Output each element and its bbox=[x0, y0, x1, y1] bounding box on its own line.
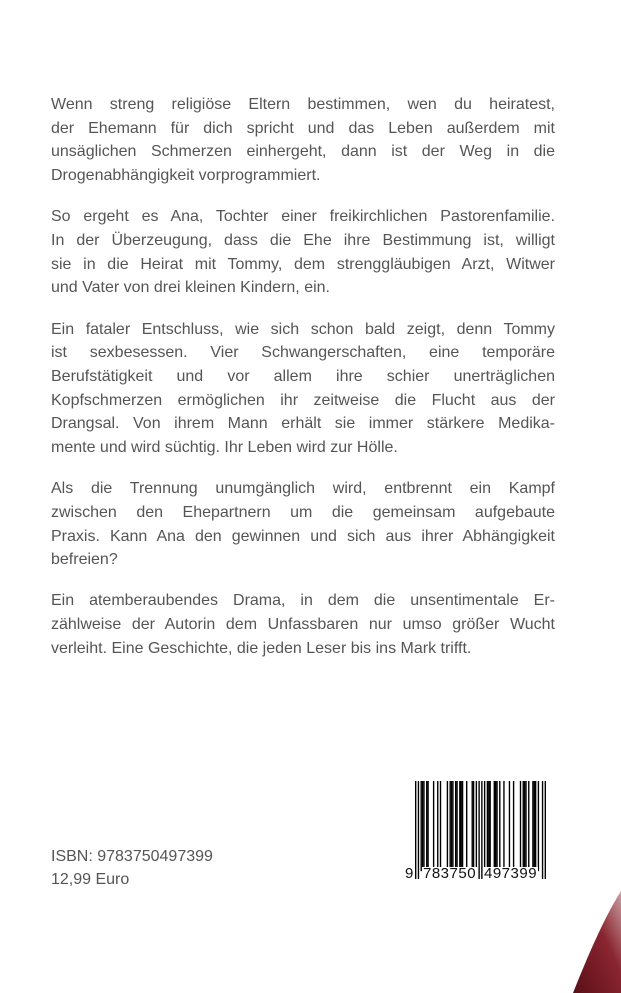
blurb-line: zählweise der Autorin dem Unfassbaren nur umso größer Wucht bbox=[51, 616, 555, 634]
barcode-bar bbox=[449, 781, 450, 871]
barcode-bar bbox=[528, 781, 529, 871]
barcode-bar bbox=[462, 781, 463, 871]
blurb-line: Berufstätigkeit und vor allem ihre schier unerträglichen bbox=[51, 367, 555, 385]
blurb-paragraph bbox=[51, 93, 555, 188]
blurb-line: Ein atemberaubendes Drama, in dem die unsentimentale Er- bbox=[51, 592, 555, 610]
back-cover-blurb bbox=[51, 93, 555, 678]
isbn-text: ISBN: 9783750497399 bbox=[51, 848, 213, 865]
barcode-bar bbox=[535, 781, 536, 871]
isbn-barcode bbox=[404, 781, 549, 889]
blurb-paragraph bbox=[51, 205, 555, 300]
barcode-bar bbox=[488, 781, 489, 871]
barcode-bar bbox=[422, 781, 423, 871]
barcode-bar bbox=[421, 781, 422, 871]
blurb-paragraph bbox=[51, 318, 555, 460]
blurb-line: Wenn streng religiöse Eltern bestimmen, wen du heiratest, bbox=[51, 96, 555, 113]
blurb-line: verleiht. Eine Geschichte, die jeden Leser bis ins Mark trifft. bbox=[51, 639, 472, 657]
blurb-line: der Ehemann für dich spricht und das Leben außerdem mit bbox=[51, 119, 555, 137]
barcode-bar bbox=[545, 781, 546, 879]
barcode-bar bbox=[499, 781, 500, 871]
barcode-bar bbox=[455, 781, 456, 871]
barcode-bar bbox=[495, 781, 496, 871]
barcode-bar bbox=[525, 781, 526, 871]
barcode-bar bbox=[472, 781, 473, 871]
barcode-bar bbox=[459, 781, 460, 871]
barcode-bar bbox=[534, 781, 535, 871]
barcode-bar bbox=[476, 781, 477, 871]
cover-image-corner bbox=[561, 883, 621, 993]
blurb-paragraph bbox=[51, 589, 555, 660]
barcode-bar bbox=[496, 781, 497, 871]
barcode-bar bbox=[520, 781, 521, 871]
barcode-bar bbox=[440, 781, 441, 871]
blurb-line: sie in die Heirat mit Tommy, dem strenggläubigen Arzt, Witwer bbox=[51, 255, 555, 273]
barcode-bar bbox=[484, 781, 485, 871]
barcode-first-digit: 9 bbox=[405, 865, 414, 882]
blurb-line: Ein fataler Entschluss, wie sich schon bald zeigt, denn Tommy bbox=[51, 320, 555, 338]
barcode-bar bbox=[427, 781, 428, 871]
blurb-line: ist sexbesessen. Vier Schwangerschaften, eine temporäre bbox=[51, 344, 555, 362]
blurb-line: Als die Trennung unumgänglich wird, entbrennt ein Kampf bbox=[51, 480, 555, 498]
blurb-line: unsäglichen Schmerzen einhergeht, dann ist der Weg in die bbox=[51, 143, 555, 161]
barcode-bar bbox=[509, 781, 510, 871]
barcode-bar bbox=[532, 781, 533, 871]
price-text: 12,99 Euro bbox=[51, 871, 130, 888]
barcode-bar bbox=[423, 781, 424, 871]
blurb-line: Drogenabhängigkeit vorprogrammiert. bbox=[51, 167, 321, 185]
blurb-line: befreien? bbox=[51, 551, 118, 569]
barcode-bar bbox=[503, 781, 504, 871]
barcode-bar bbox=[523, 781, 524, 871]
barcode-bar bbox=[437, 781, 438, 871]
barcode-right-digits: 497399 bbox=[484, 865, 538, 882]
barcode-bar bbox=[452, 781, 453, 871]
blurb-line: und Vater von drei kleinen Kindern, ein. bbox=[51, 279, 330, 297]
barcode-bar bbox=[466, 781, 467, 871]
barcode-bar bbox=[456, 781, 457, 871]
blurb-line: Drangsal. Von ihrem Mann erhält sie immer stärkere Medika- bbox=[51, 415, 555, 433]
book-info bbox=[51, 845, 213, 891]
barcode-bar bbox=[433, 781, 434, 871]
barcode-bar bbox=[418, 781, 419, 879]
barcode-bar bbox=[513, 781, 514, 871]
barcode-bar bbox=[542, 781, 543, 879]
barcode-bar bbox=[538, 781, 539, 871]
barcode-bar bbox=[481, 781, 482, 879]
barcode-bar bbox=[426, 781, 427, 871]
barcode-bar bbox=[524, 781, 525, 871]
barcode-bar bbox=[473, 781, 474, 871]
barcode-bar bbox=[461, 781, 462, 871]
blurb-line: So ergeht es Ana, Tochter einer freikirchlichen Pastorenfamilie. bbox=[51, 208, 555, 226]
blurb-line: In der Überzeugung, dass die Ehe ihre Bestimmung ist, willigt bbox=[51, 231, 555, 249]
blurb-paragraph bbox=[51, 477, 555, 572]
barcode-bar bbox=[415, 781, 416, 879]
blurb-line: Praxis. Kann Ana den gewinnen und sich aus ihrer Abhängigkeit bbox=[51, 527, 555, 545]
barcode-bar bbox=[494, 781, 495, 871]
blurb-line: Kopfschmerzen ermöglichen ihr zeitweise die Flucht aus der bbox=[51, 391, 555, 409]
barcode-left-digits: 783750 bbox=[423, 865, 477, 882]
barcode-bar bbox=[478, 781, 479, 879]
barcode-bar bbox=[487, 781, 488, 871]
barcode-bar bbox=[489, 781, 490, 871]
barcode-bar bbox=[451, 781, 452, 871]
blurb-line: mente und wird süchtig. Ihr Leben wird zur Hölle. bbox=[51, 438, 398, 456]
barcode-bar bbox=[447, 781, 448, 871]
blurb-line: zwischen den Ehepartnern um die gemeinsam aufgebaute bbox=[51, 503, 555, 521]
